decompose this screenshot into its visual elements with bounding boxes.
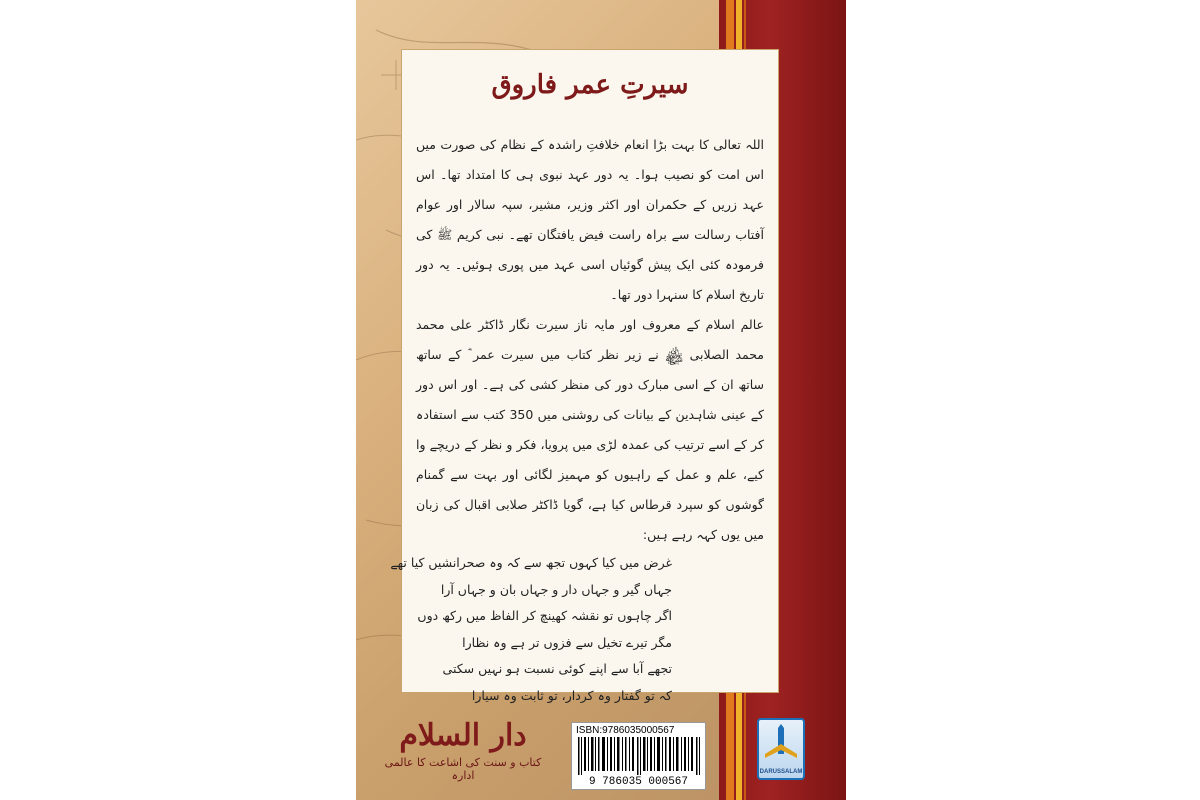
poem-line: اگر چاہوں تو نقشہ کھینچ کر الفاظ میں رکھ دوں <box>417 608 672 623</box>
isbn-label: ISBN:9786035000567 <box>576 725 675 736</box>
description-text <box>416 130 764 550</box>
publisher-tagline: کتاب و سنت کی اشاعت کا عالمی ادارہ <box>384 756 542 782</box>
paragraph-1: اللہ تعالی کا بہت بڑا انعام خلافتِ راشدہ کے نظام کی صورت میں اس امت کو نصیب ہوا۔ یہ دور عہد نبوی ہی کا امتداد تھا۔ اس عہد زریں کے حکمران اور اکثر وزیر، مشیر، سپہ سالار اور عوام آفتاب رسالت سے براہ راست فیض یافتگان تھے۔ نبی کریم ﷺ کی فرمودہ کئی ایک پیش گوئیاں اسی عہد میں پوری ہوئیں۔ یہ دور تاریخ اسلام کا سنہرا دور تھا۔ <box>416 137 764 302</box>
text-panel <box>390 49 779 703</box>
paragraph-2: عالم اسلام کے معروف اور مایہ ناز سیرت نگار ڈاکٹر علی محمد محمد الصلابی ﷾ نے زیر نظر کتاب میں سیرت عمر ؓ کے ساتھ ساتھ ان کے اسی مبارک دور کی منظر کشی کی ہے۔ اور اس دور کے عینی شاہدین کے بیانات کی روشنی میں 350 کتب سے استفادہ کر کے اسے ترتیب کی عمدہ لڑی میں پرویا، فکر و نظر کے دریچے وا کیے، علم و عمل کے راہیوں کو مہمیز لگائی اور بہت سے گمنام گوشوں کو سپرد قرطاس کیا ہے، گویا ڈاکٹر صلابی اقبال کی زبان میں یوں کہہ رہے ہیں: <box>416 317 765 542</box>
poem-line: جہاں گیر و جہاں دار و جہاں بان و جہاں آرا <box>440 581 672 597</box>
poem-line: تجھے آبا سے اپنے کوئی نسبت ہو نہیں سکتی <box>442 661 672 676</box>
poem-line: مگر تیرے تخیل سے فزوں تر ہے وہ نظارا <box>462 634 672 650</box>
poem-line: کہ تو گفتار وہ کردار، تو ثابت وہ سیارا <box>471 687 672 703</box>
publisher-name: دار السلام <box>399 718 527 753</box>
poem-verses <box>390 550 672 709</box>
barcode-number: 9 786035 000567 <box>588 776 689 788</box>
poem-line: غرض میں کیا کہوں تجھ سے کہ وہ صحرانشیں کیا تھے <box>390 555 672 570</box>
book-title: سیرتِ عمر فاروق <box>491 70 689 100</box>
logo-label: DARUSSALAM <box>759 769 803 775</box>
